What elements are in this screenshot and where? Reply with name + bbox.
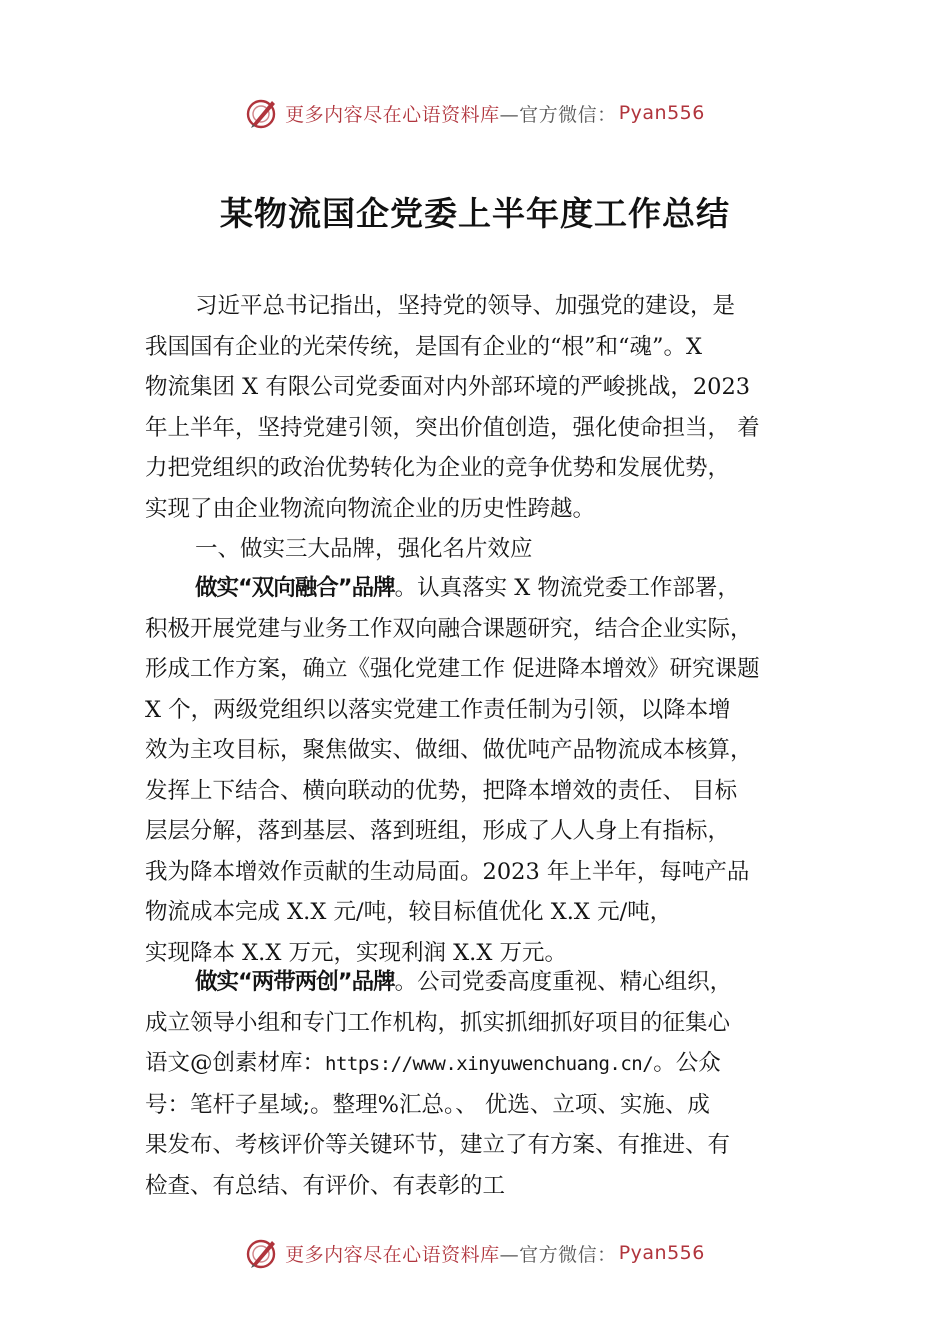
text-line: 我为降本增效作贡献的生动局面。2023 年上半年，每吨产品	[145, 858, 750, 885]
pen-logo-icon	[245, 1236, 279, 1270]
text-line: 成立领导小组和专门工作机构，抓实抓细抓好项目的征集心	[145, 1009, 731, 1036]
text-line: 形成工作方案，确立《强化党建工作 促进降本增效》研究课题	[145, 656, 760, 682]
text-line: 果发布、考核评价等关键环节，建立了有方案、有推进、有	[145, 1132, 731, 1158]
two-belts-paragraph	[145, 962, 825, 1206]
footer-watermark	[0, 1236, 950, 1270]
text-line: 力把党组织的政治优势转化为企业的竞争优势和发展优势，	[145, 455, 731, 481]
text-line: 检查、有总结、有评价、有表彰的工	[145, 1172, 506, 1199]
text-fragment: 。认真落实 X 物流党委工作部署，	[394, 575, 740, 601]
watermark-lead-text: 更多内容尽在心语资料库	[285, 1243, 500, 1266]
brand-lead: 做实“双向融合”品牌	[195, 575, 395, 601]
watermark-lead-text: 更多内容尽在心语资料库	[285, 103, 500, 126]
source-url: https://www.xinyuwenchuang.cn/	[325, 1053, 654, 1075]
text-line: 实现了由企业物流向物流企业的历史性跨越。	[145, 495, 596, 522]
text-line: 实现降本 X.X 万元，实现利润 X.X 万元。	[145, 939, 567, 966]
text-line: 发挥上下结合、横向联动的优势，把降本增效的责任、 目标	[145, 777, 738, 804]
text-fragment: 语文@创素材库：	[145, 1050, 326, 1076]
text-line: 物流集团 X 有限公司党委面对内外部环境的严峻挑战，2023	[145, 374, 751, 400]
text-line: 效为主攻目标，聚焦做实、做细、做优吨产品物流成本核算，	[145, 737, 753, 763]
section-heading: 一、做实三大品牌，强化名片效应	[195, 536, 533, 562]
text-line	[145, 962, 825, 1003]
document-title: 某物流国企党委上半年度工作总结	[220, 194, 730, 233]
text-line: 积极开展党建与业务工作双向融合课题研究，结合企业实际，	[145, 615, 753, 642]
text-fragment: 。公司党委高度重视、精心组织，	[394, 969, 733, 995]
pen-logo-icon	[245, 96, 279, 130]
brand-lead: 做实“两带两创”品牌	[195, 969, 395, 995]
text-line	[145, 1043, 825, 1085]
text-line: 号：笔杆子星域;。整理%汇总。、 优选、立项、实施、成	[145, 1091, 710, 1118]
text-line: 物流成本完成 X.X 元/吨，较目标值优化 X.X 元/吨，	[145, 899, 673, 925]
watermark-wechat-id: Pyan556	[618, 102, 705, 124]
header-watermark	[0, 96, 950, 130]
text-fragment: 。公众	[653, 1050, 721, 1076]
watermark-wechat-id: Pyan556	[618, 1242, 705, 1264]
dual-integration-paragraph	[145, 568, 825, 973]
text-line: X 个，两级党组织以落实党建工作责任制为引领，以降本增	[145, 696, 731, 723]
intro-paragraph	[145, 286, 825, 570]
text-line	[145, 568, 825, 609]
text-line: 年上半年，坚持党建引领，突出价值创造，强化使命担当， 着	[145, 414, 760, 441]
watermark-wechat-label: —官方微信：	[499, 1243, 617, 1266]
watermark-wechat-label: —官方微信：	[499, 103, 617, 126]
text-line: 习近平总书记指出，坚持党的领导、加强党的建设，是	[195, 293, 736, 319]
text-line: 我国国有企业的光荣传统，是国有企业的“根”和“魂”。X	[145, 333, 703, 360]
text-line: 层层分解，落到基层、落到班组，形成了人人身上有指标，	[145, 818, 731, 844]
